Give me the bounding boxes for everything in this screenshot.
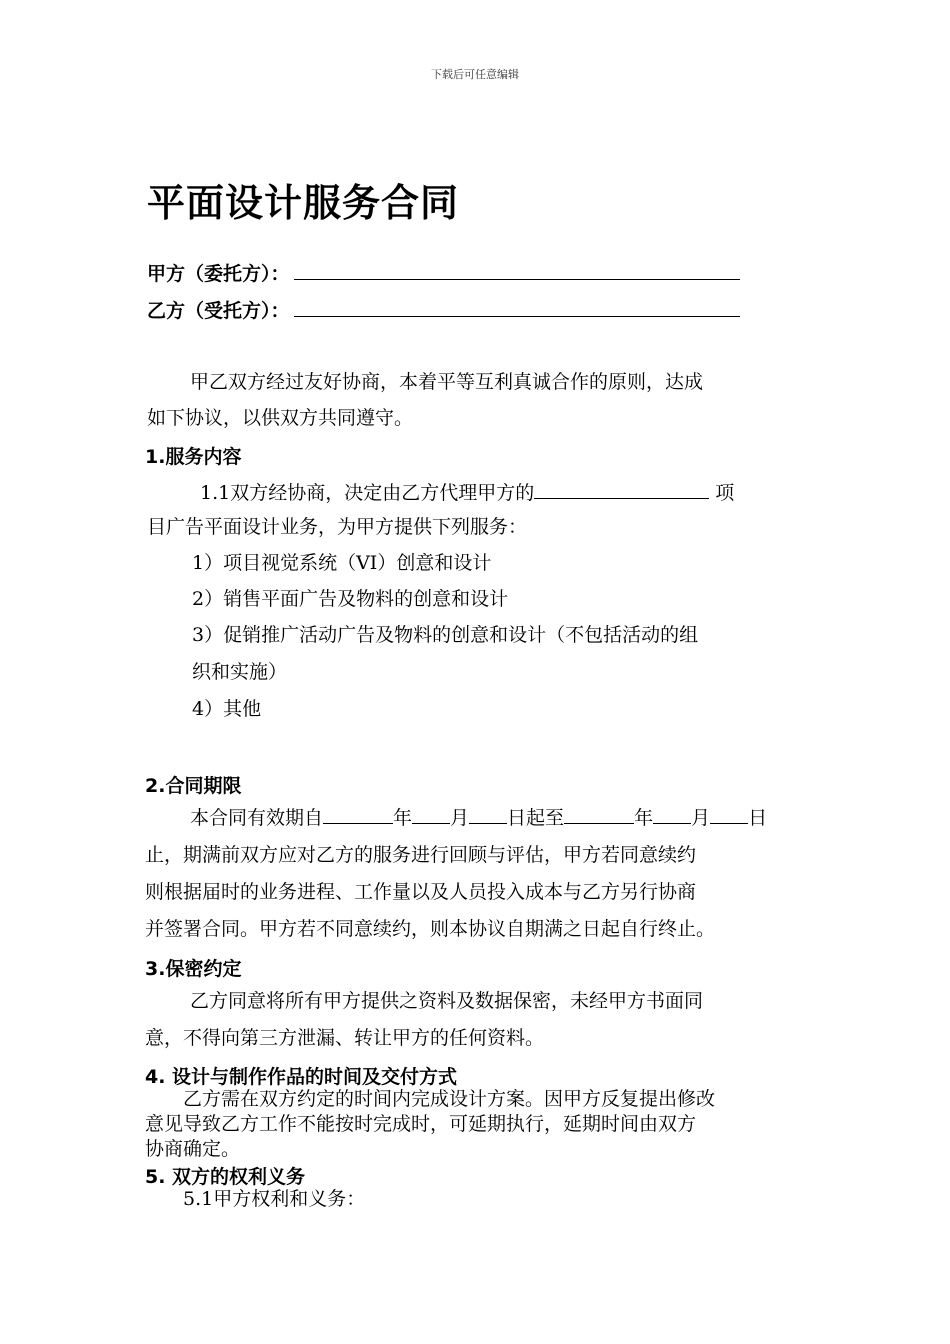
s2-day-to: 日起至: [507, 807, 565, 829]
s1-item-2: 2）销售平面广告及物料的创意和设计: [192, 588, 509, 610]
party-a-row: [147, 259, 740, 286]
party-b-label: 乙方（受托方）：: [147, 300, 290, 322]
s3-line-2: 意，不得向第三方泄漏、转让甲方的任何资料。: [145, 1027, 545, 1049]
start-day-blank: [469, 805, 507, 824]
s1-p1-text-b: 项: [715, 482, 735, 504]
s1-item-1: 1）项目视觉系统（VI）创意和设计: [192, 552, 492, 574]
end-month-blank: [653, 805, 691, 824]
s1-item-3-cont: 织和实施）: [192, 661, 288, 683]
start-year-blank: [323, 805, 393, 824]
section-3-heading: 3.保密约定: [145, 958, 242, 980]
document-title: 平面设计服务合同: [147, 181, 460, 225]
s2-year-2: 年: [634, 807, 654, 829]
intro-line-2: 如下协议，以供双方共同遵守。: [147, 407, 414, 429]
s1-item-4: 4）其他: [192, 698, 262, 720]
party-a-label: 甲方（委托方）：: [147, 263, 290, 285]
end-day-blank: [710, 805, 748, 824]
start-month-blank: [412, 805, 450, 824]
s2-line-1: [190, 805, 767, 830]
s1-p1-line-1: [200, 480, 734, 505]
s1-p1-line-2: 目广告平面设计业务，为甲方提供下列服务：: [147, 516, 528, 538]
party-a-blank-line: [294, 261, 740, 280]
s2-year-1: 年: [393, 807, 413, 829]
end-year-blank: [564, 805, 634, 824]
section-1-heading: 1.服务内容: [145, 446, 242, 468]
header-note: 下载后可任意编辑: [431, 68, 519, 81]
s3-line-1: 乙方同意将所有甲方提供之资料及数据保密，未经甲方书面同: [190, 990, 704, 1012]
section-2-heading: 2.合同期限: [145, 775, 242, 797]
s4-line-3: 协商确定。: [145, 1138, 241, 1160]
s2-day-2: 日: [748, 807, 768, 829]
s1-item-3: 3）促销推广活动广告及物料的创意和设计（不包括活动的组: [192, 624, 699, 646]
s2-line-3: 则根据届时的业务进程、工作量以及人员投入成本与乙方另行协商: [145, 881, 697, 903]
intro-line-1: 甲乙双方经过友好协商，本着平等互利真诚合作的原则，达成: [190, 371, 704, 393]
s2-month-2: 月: [691, 807, 711, 829]
s2-text-start: 本合同有效期自: [190, 807, 324, 829]
s4-line-1: 乙方需在双方约定的时间内完成设计方案。因甲方反复提出修改: [183, 1088, 716, 1110]
party-b-blank-line: [294, 298, 740, 317]
s1-p1-text-a: 1.1双方经协商，决定由乙方代理甲方的: [200, 482, 535, 504]
s4-line-2: 意见导致乙方工作不能按时完成时，可延期执行，延期时间由双方: [145, 1113, 697, 1135]
party-b-row: [147, 296, 740, 323]
s5-line-1: 5.1甲方权利和义务：: [183, 1188, 366, 1210]
project-name-blank: [534, 480, 709, 499]
s2-line-2: 止，期满前双方应对乙方的服务进行回顾与评估，甲方若同意续约: [145, 844, 697, 866]
s2-month-1: 月: [450, 807, 470, 829]
section-4-heading: 4. 设计与制作作品的时间及交付方式: [145, 1066, 458, 1088]
section-5-heading: 5. 双方的权利义务: [145, 1166, 306, 1188]
s2-line-4: 并签署合同。甲方若不同意续约，则本协议自期满之日起自行终止。: [145, 918, 716, 940]
